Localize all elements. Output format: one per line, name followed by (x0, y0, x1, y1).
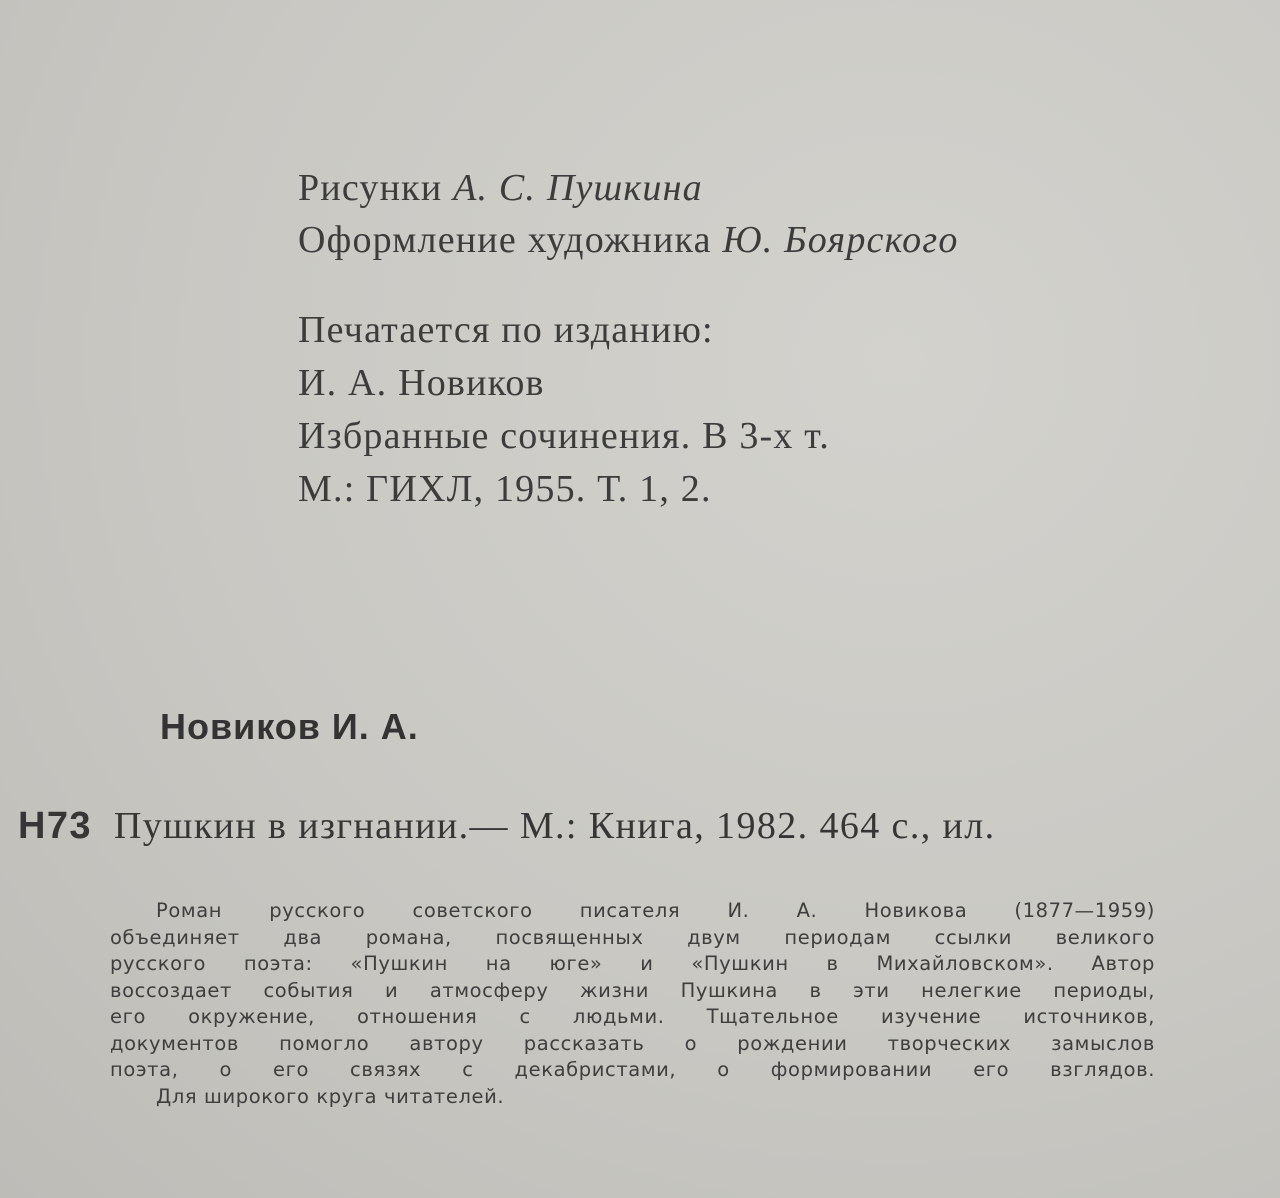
abstract-line: русского поэта: «Пушкин на юге» и «Пушкин в Михайловском». Автор (110, 952, 1155, 975)
catalog-author-heading: Новиков И. А. (160, 706, 419, 747)
drawings-label: Рисунки (298, 167, 443, 209)
catalog-entry-text: Пушкин в изгнании.— М.: Книга, 1982. 464 с., ил. (113, 805, 996, 847)
book-abstract (110, 898, 1155, 1110)
abstract-line: объединяет два романа, посвященных двум периодам ссылки великого (110, 925, 1155, 949)
abstract-line: Роман русского советского писателя И. А. Новикова (1877—1959) (156, 899, 1155, 922)
illustration-credits (298, 162, 959, 266)
design-label: Оформление художника (298, 219, 712, 261)
abstract-line: воссоздает события и атмосферу жизни Пушкина в эти нелегкие периоды, (110, 978, 1155, 1002)
source-edition (298, 304, 830, 516)
source-line: И. А. Новиков (298, 362, 545, 404)
design-credit (298, 214, 959, 266)
source-line: М.: ГИХЛ, 1955. Т. 1, 2. (298, 468, 712, 510)
abstract-line: документов помогло автору рассказать о рождении творческих замыслов (110, 1031, 1155, 1055)
abstract-audience: Для широкого круга читателей. (156, 1084, 505, 1108)
drawings-author: А. С. Пушкина (453, 167, 703, 209)
source-line: Избранные сочинения. В 3-х т. (298, 415, 830, 457)
source-line: Печатается по изданию: (298, 309, 714, 351)
design-author: Ю. Боярского (722, 219, 959, 261)
abstract-line: его окружение, отношения с людьми. Тщательное изучение источников, (110, 1005, 1155, 1028)
abstract-line: поэта, о его связях с декабристами, о формировании его взглядов. (110, 1058, 1155, 1081)
drawings-credit (298, 162, 959, 214)
catalog-entry (18, 804, 996, 848)
catalog-code: Н73 (18, 805, 92, 847)
